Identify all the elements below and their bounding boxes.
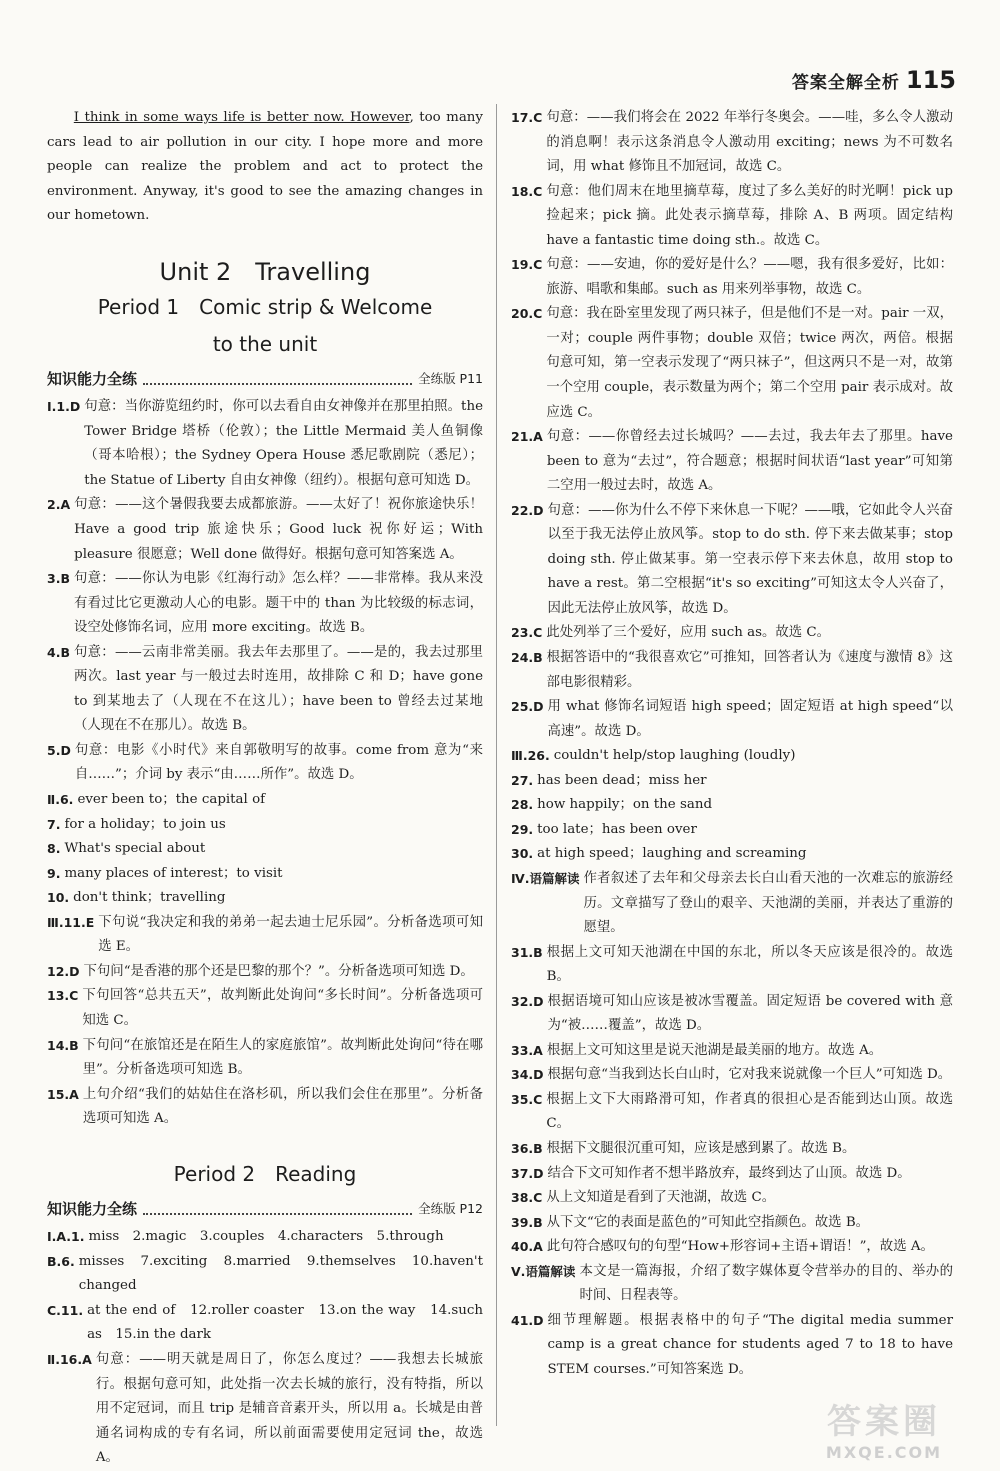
answer-item xyxy=(511,1186,953,1211)
dotted-leader xyxy=(143,1213,412,1215)
answer-number: 10. xyxy=(47,890,70,906)
page-header xyxy=(792,66,956,94)
unit-title: Unit 2 Travelling xyxy=(159,257,371,286)
answer-number: 19.C xyxy=(511,257,543,273)
answer-number: 23.C xyxy=(511,625,543,641)
answer-text: 下句回答“总共五天”，故判断此处询问“多长时间”。分析备选项可知选 C。 xyxy=(82,988,483,1028)
answer-item xyxy=(511,941,953,990)
answer-number: 25.D xyxy=(511,699,544,715)
answer-number: 27. xyxy=(511,772,534,788)
intro-rest: , too many cars lead to air pollution in our city. I hope more and more people can realize the problem and act to protect the environment. Anyway, it's good to see the amazing changes in our hometown. xyxy=(47,110,483,224)
answer-text: 用 what 修饰名词短语 high speed；固定短语 at high speed“以高速”。故选 D。 xyxy=(547,699,953,739)
header-title: 答案全解全析 xyxy=(791,72,900,93)
answer-number: 2.A xyxy=(47,497,71,513)
page-number: 115 xyxy=(905,66,956,94)
answer-number: Ⅴ.语篇解读 xyxy=(511,1263,576,1279)
answer-text: couldn't help/stop laughing (loudly) xyxy=(553,748,796,764)
answer-item xyxy=(511,1211,953,1236)
answer-text: 句意：——安迪，你的爱好是什么？——嗯，我有很多爱好，比如：旅游、唱歌和集邮。such as 用来列举事物，故选 C。 xyxy=(546,257,953,297)
answer-number: Ⅳ.语篇解读 xyxy=(511,870,580,886)
answer-text: don't think；travelling xyxy=(73,890,226,906)
answer-number: 20.C xyxy=(511,306,543,322)
answer-item xyxy=(511,106,953,180)
answer-item xyxy=(511,425,953,499)
answer-item xyxy=(511,1235,953,1260)
answer-text: 下句问“在旅馆还是在陌生人的家庭旅馆”。故判断此处询问“待在哪里”。分析备选项可知选 B。 xyxy=(82,1037,483,1078)
answer-text: 句意：——我们将会在 2022 年举行冬奥会。——哇，多么令人激动的消息啊！表示这条消息令人激动用 exciting；news 为不可数名词，用 what 修饰且不加冠词，故选 C。 xyxy=(546,110,953,175)
answer-item xyxy=(511,621,953,646)
answer-item xyxy=(47,567,483,641)
answer-text: 作者叙述了去年和父母亲去长白山看天池的一次难忘的旅游经历。文章描写了登山的艰辛、天池湖的美丽，并表达了重游的愿望。 xyxy=(583,870,953,936)
answer-text: 句意：我在卧室里发现了两只袜子，但是他们不是一对。pair 一双，一对；couple 两件事物；double 双倍；twice 两次，两倍。根据句意可知，第一空表示发现了“两只袜子”，但这两只不是一对，故第一个空用 couple，表示数量为两个；第二个空用 pair 表示成对。故应选 C。 xyxy=(546,306,953,420)
answer-number: 36.B xyxy=(511,1140,543,1156)
answer-list-right xyxy=(511,106,953,1382)
answer-number: 5.D xyxy=(47,742,71,758)
answer-text: at high speed；laughing and screaming xyxy=(537,846,807,862)
answer-item xyxy=(511,744,953,769)
answer-item xyxy=(511,867,953,941)
answer-text: 根据句意“当我到达长白山时，它对我来说就像一个巨人”可知选 D。 xyxy=(547,1067,952,1083)
answer-text: 从上文知道是看到了天池湖，故选 C。 xyxy=(546,1190,776,1206)
answer-text: how happily；on the sand xyxy=(537,797,713,813)
answer-number: 9. xyxy=(47,865,61,881)
answer-number: 18.C xyxy=(511,183,543,199)
answer-item xyxy=(47,911,483,960)
answer-item xyxy=(47,862,483,887)
answer-number: Ⅱ.6. xyxy=(47,792,74,808)
answer-item xyxy=(47,1083,483,1132)
answer-number: Ⅱ.16.A xyxy=(47,1351,92,1367)
answer-text: 句意：——明天就是周日了，你怎么度过？——我想去长城旅行。根据句意可知，此处指一次去长城的旅行，没有特指，所以用不定冠词，而且 trip 是辅音音素开头，所以用 a。长城是由普通名词构成的专有名词，所以前面需要使用定冠词 the，故选 A。 xyxy=(95,1351,483,1466)
answer-list-period1 xyxy=(47,395,483,1131)
answer-text: too late；has been over xyxy=(537,821,697,837)
answer-number: Ⅲ.11.E xyxy=(47,914,95,930)
answer-text: 下句说“我决定和我的弟弟一起去迪士尼乐园”。分析备选项可知选 E。 xyxy=(98,914,483,955)
answer-number: 24.B xyxy=(511,650,543,666)
answer-item xyxy=(47,1348,483,1471)
answer-text: 本文是一篇海报，介绍了数字媒体夏令营举办的目的、举办的时间、日程表等。 xyxy=(579,1263,953,1304)
answer-item xyxy=(47,813,483,838)
answer-text: 根据上文可知天池湖在中国的东北，所以冬天应该是很冷的。故选 B。 xyxy=(546,944,953,985)
answer-item xyxy=(511,1039,953,1064)
answer-number: 38.C xyxy=(511,1190,543,1206)
answer-text: 句意：他们周末在地里摘草莓，度过了多么美好的时光啊！pick up 捡起来；pick 摘。此处表示摘草莓，排除 A、B 两项。固定结构 have a fantastic time doing sth.。故选 C。 xyxy=(546,183,953,248)
answer-text: 句意：——你为什么不停下来休息一下呢？——哦，它如此令人兴奋以至于我无法停止放风筝。stop to do sth. 停下来去做某事；stop doing sth. 停止做某事。第一空表示停下来去休息，故用 stop to have a rest。第二空根据“it's so exciting”可知这太令人兴奋了，因此无法停止放风筝，故选 D。 xyxy=(547,502,953,616)
section-label: 知识能力全练 xyxy=(47,1199,138,1218)
answer-number: 37.D xyxy=(511,1165,544,1181)
answer-number: Ⅰ.A.1. xyxy=(47,1229,85,1245)
answer-item xyxy=(47,837,483,862)
answer-text: 细节理解题。根据表格中的句子“The digital media summer camp is a great chance for students aged 7 to 18 to have STEM courses.”可知答案选 D。 xyxy=(547,1312,953,1377)
answer-item xyxy=(47,1225,483,1250)
answer-text: 句意：——云南非常美丽。我去年去那里了。——是的，我去过那里两次。last year 与一般过去时连用，故排除 C 和 D；have gone to 到某地去了（人现在不在这儿）；have been to 曾经去过某地（人现在不在那儿）。故选 B。 xyxy=(73,644,483,734)
answer-item xyxy=(511,180,953,254)
answer-text: 句意：——你曾经去过长城吗？——去过，我去年去了那里。have been to 意为“去过”，符合题意；根据时间状语“last year”可知第二空用一般过去时，故选 A。 xyxy=(546,429,953,494)
answer-item xyxy=(511,646,953,695)
section-source: 全练版 P12 xyxy=(418,1200,483,1216)
answer-item xyxy=(511,818,953,843)
answer-item xyxy=(511,793,953,818)
answer-text: 此句符合感叹句的句型“How+形容词+主语+谓语！”，故选 A。 xyxy=(546,1239,934,1255)
answer-number: Ⅰ.1.D xyxy=(47,399,81,415)
answer-text: What's special about xyxy=(64,841,206,857)
answer-text: 结合下文可知作者不想半路放弃，最终到达了山顶。故选 D。 xyxy=(547,1165,911,1181)
answer-item xyxy=(47,1250,483,1299)
answer-text: for a holiday；to join us xyxy=(64,816,226,832)
answer-item xyxy=(47,984,483,1033)
answer-number: 39.B xyxy=(511,1214,543,1230)
answer-number: 30. xyxy=(511,846,534,862)
answer-number: C.11. xyxy=(47,1302,84,1318)
right-column xyxy=(511,106,953,1382)
section-header-2 xyxy=(47,1197,483,1222)
answer-text: 从下文“它的表面是蓝色的”可知此空指颜色。故选 B。 xyxy=(546,1214,870,1230)
section-header-1 xyxy=(47,367,483,392)
spacer xyxy=(47,1132,483,1156)
answer-number: 41.D xyxy=(511,1312,544,1328)
left-column xyxy=(47,106,483,1471)
answer-item xyxy=(47,960,483,985)
answer-item xyxy=(511,302,953,425)
period1-title-line1: Period 1 Comic strip & Welcome xyxy=(97,294,433,319)
answer-item xyxy=(47,1299,483,1348)
answer-item xyxy=(511,1309,953,1383)
answer-text: 根据下文腿很沉重可知，应该是感到累了。故选 B。 xyxy=(546,1140,856,1156)
intro-paragraph xyxy=(47,106,483,229)
answer-number: 17.C xyxy=(511,110,543,125)
answer-text: 根据上文下大雨路滑可知，作者真的很担心是否能到达山顶。故选 C。 xyxy=(546,1091,953,1132)
answer-text: 句意：——这个暑假我要去成都旅游。——太好了！祝你旅途快乐！Have a good trip 旅途快乐；Good luck 祝你好运；With pleasure 很愿意；Well done 做得好。根据句意可知答案选 A。 xyxy=(74,497,483,562)
answer-item xyxy=(47,395,483,493)
answer-number: 33.A xyxy=(511,1042,543,1058)
answer-number: B.6. xyxy=(47,1253,75,1269)
answer-number: 35.C xyxy=(511,1091,543,1107)
watermark-line2: MXQE.COM xyxy=(825,1443,943,1462)
answer-text: 下句问“是香港的那个还是巴黎的那个？”。分析备选项可知选 D。 xyxy=(83,963,474,979)
watermark-line1: 答案圈 xyxy=(827,1402,941,1442)
answer-text: ever been to；the capital of xyxy=(77,792,266,808)
answer-number: 7. xyxy=(47,816,61,832)
answer-item xyxy=(511,1088,953,1137)
answer-text: 根据答语中的“我很喜欢它”可推知，回答者认为《速度与激情 8》这部电影很精彩。 xyxy=(546,650,953,690)
period2-title: Period 2 Reading xyxy=(173,1161,357,1186)
answer-number: 31.B xyxy=(511,944,543,960)
answer-text: misses 7.exciting 8.married 9.themselves 10.haven't changed xyxy=(78,1253,483,1294)
answer-item xyxy=(47,739,483,788)
answer-number: Ⅲ.26. xyxy=(511,748,550,764)
answer-item xyxy=(511,695,953,744)
answer-item xyxy=(511,499,953,622)
answer-text: many places of interest；to visit xyxy=(64,865,283,881)
answer-item xyxy=(511,990,953,1039)
section-source: 全练版 P11 xyxy=(418,370,483,386)
answer-number: 8. xyxy=(47,841,61,857)
answer-number: 32.D xyxy=(511,993,544,1009)
answer-text: 句意：当你游览纽约时，你可以去看自由女神像并在那里拍照。the Tower Bridge 塔桥（伦敦）；the Little Mermaid 美人鱼铜像（哥本哈根）；the Sydney Opera House 悉尼歌剧院（悉尼）；the Statue of Liberty 自由女神像（纽约）。根据句意可知选 D。 xyxy=(84,399,483,488)
answer-item xyxy=(511,1063,953,1088)
answer-number: 28. xyxy=(511,797,534,813)
answer-number: 22.D xyxy=(511,502,544,518)
answer-number: 21.A xyxy=(511,429,543,445)
answer-number: 13.C xyxy=(47,988,79,1004)
watermark-logo xyxy=(804,1394,964,1462)
answer-item xyxy=(511,253,953,302)
answer-number: 40.A xyxy=(511,1239,543,1255)
answer-text: miss 2.magic 3.couples 4.characters 5.through xyxy=(88,1229,444,1245)
answer-text: 句意：电影《小时代》来自郭敬明写的故事。come from 意为“来自……”；介词 by 表示“由……所作”。故选 D。 xyxy=(74,742,483,783)
answer-number: 4.B xyxy=(47,644,70,660)
column-divider xyxy=(496,104,497,1426)
answer-number: 3.B xyxy=(47,571,70,587)
answer-item xyxy=(511,1260,953,1309)
answer-text: 上句介绍“我们的姑姑住在洛杉矶，所以我们会住在那里”。分析备选项可知选 A。 xyxy=(82,1086,483,1127)
answer-number: 14.B xyxy=(47,1037,79,1053)
answer-item xyxy=(47,641,483,739)
section-label: 知识能力全练 xyxy=(47,369,138,388)
answer-item xyxy=(47,788,483,813)
answer-number: 29. xyxy=(511,821,534,837)
answer-item xyxy=(47,886,483,911)
answer-number: 34.D xyxy=(511,1067,544,1083)
answer-item xyxy=(511,1137,953,1162)
dotted-leader xyxy=(143,383,412,385)
answer-text: 此处列举了三个爱好，应用 such as。故选 C。 xyxy=(546,625,831,641)
answer-item xyxy=(511,842,953,867)
period1-title-line2: to the unit xyxy=(212,331,318,356)
answer-text: 根据语境可知山应该是被冰雪覆盖。固定短语 be covered with 意为“被……覆盖”，故选 D。 xyxy=(547,993,953,1034)
answer-item xyxy=(47,493,483,567)
answer-item xyxy=(511,1162,953,1187)
answer-text: at the end of 12.roller coaster 13.on the way 14.such as 15.in the dark xyxy=(87,1302,483,1343)
answer-item xyxy=(47,1034,483,1083)
answer-item xyxy=(511,769,953,794)
answer-number: 12.D xyxy=(47,963,80,979)
answer-text: 句意：——你认为电影《红海行动》怎么样？——非常棒。我从来没有看过比它更激动人心的电影。题干中的 than 为比较级的标志词，设空处修饰名词，应用 more exciting。故选 B。 xyxy=(73,571,483,636)
answer-list-period2 xyxy=(47,1225,483,1470)
answer-text: 根据上文可知这里是说天池湖是最美丽的地方。故选 A。 xyxy=(546,1042,883,1058)
intro-underlined: I think in some ways life is better now. However xyxy=(73,110,410,125)
answer-number: 15.A xyxy=(47,1086,79,1102)
answer-text: has been dead；miss her xyxy=(537,772,707,788)
